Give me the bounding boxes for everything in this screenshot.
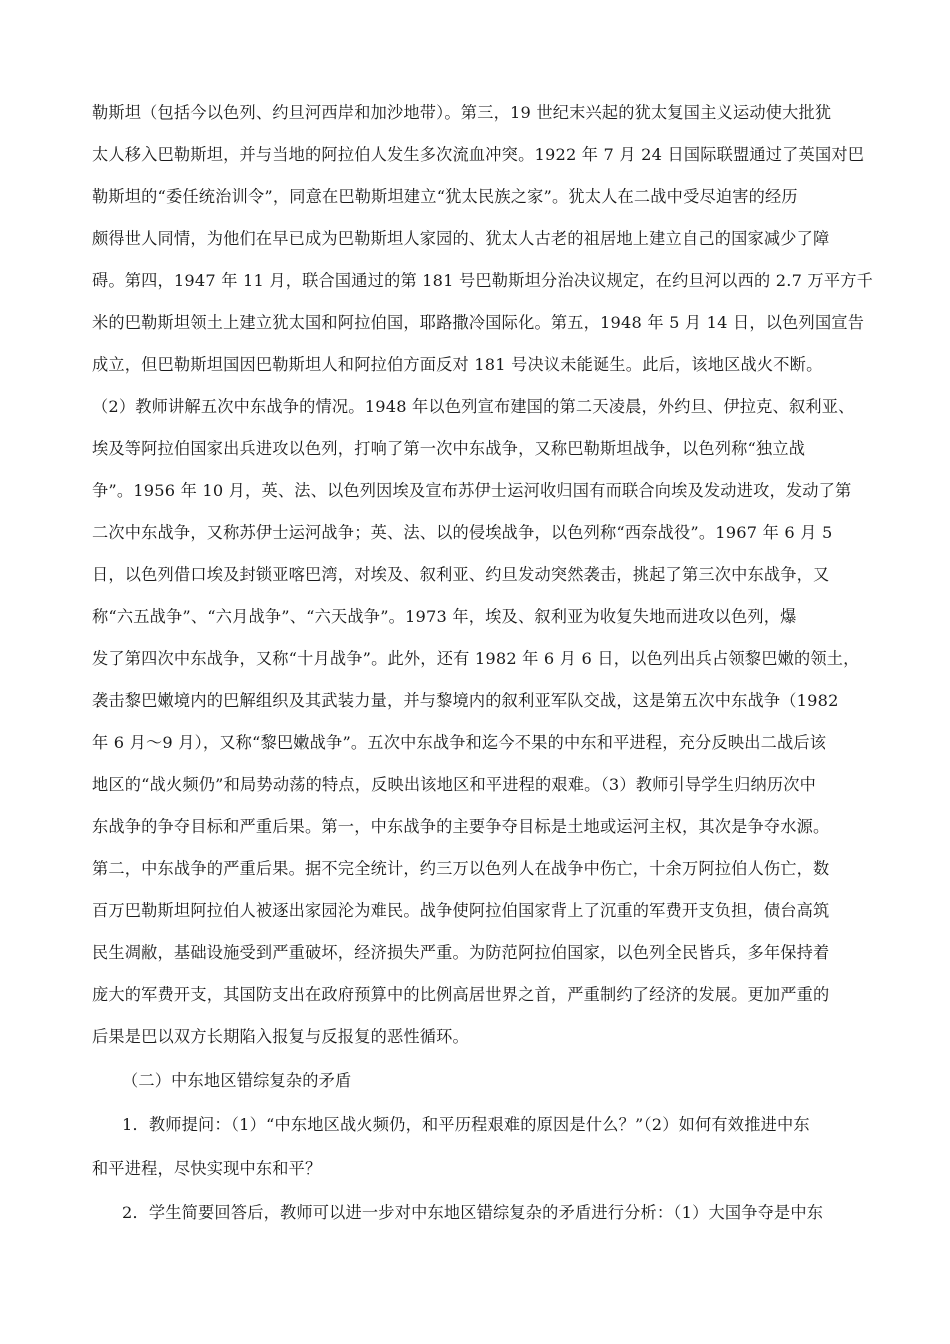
text-line: 碍。第四，1947 年 11 月，联合国通过的第 181 号巴勒斯坦分治决议规定，在约旦河以西的 2.7 万平方千 xyxy=(92,271,873,290)
text-line: 勒斯坦（包括今以色列、约旦河西岸和加沙地带）。第三，19 世纪末兴起的犹太复国主义运动使大批犹 xyxy=(92,103,832,122)
text-line: 勒斯坦的“委任统治训令”，同意在巴勒斯坦建立“犹太民族之家”。犹太人在二战中受尽迫害的经历 xyxy=(92,187,798,206)
text-line: 民生凋敝，基础设施受到严重破坏，经济损失严重。为防范阿拉伯国家，以色列全民皆兵，多年保持着 xyxy=(92,943,830,962)
text-line: 袭击黎巴嫩境内的巴解组织及其武装力量，并与黎境内的叙利亚军队交战，这是第五次中东战争（1982 xyxy=(92,691,839,710)
text-line: 称“六五战争”、“六月战争”、“六天战争”。1973 年，埃及、叙利亚为收复失地而进攻以色列，爆 xyxy=(92,607,797,626)
text-line: （2）教师讲解五次中东战争的情况。1948 年以色列宣布建国的第二天凌晨，外约旦、伊拉克、叙利亚、 xyxy=(92,397,855,416)
text-line: 百万巴勒斯坦阿拉伯人被逐出家园沦为难民。战争使阿拉伯国家背上了沉重的军费开支负担，债台高筑 xyxy=(92,901,830,920)
text-line: 年 6 月～9 月），又称“黎巴嫩战争”。五次中东战争和迄今不果的中东和平进程，充分反映出二战后该 xyxy=(92,733,827,752)
text-line: 地区的“战火频仍”和局势动荡的特点，反映出该地区和平进程的艰难。（3）教师引导学生归纳历次中 xyxy=(92,775,817,794)
text-line: 庞大的军费开支，其国防支出在政府预算中的比例高居世界之首，严重制约了经济的发展。更加严重的 xyxy=(92,985,830,1004)
text-line: 后果是巴以双方长期陷入报复与反报复的恶性循环。 xyxy=(92,1027,469,1046)
text-line: 颇得世人同情，为他们在早已成为巴勒斯坦人家园的、犹太人古老的祖居地上建立自己的国家减少了障 xyxy=(92,229,830,248)
text-line: 2．学生简要回答后，教师可以进一步对中东地区错综复杂的矛盾进行分析：（1）大国争夺是中东 xyxy=(122,1203,824,1222)
text-line: 1．教师提问：（1）“中东地区战火频仍，和平历程艰难的原因是什么？”（2）如何有效推进中东 xyxy=(122,1115,810,1134)
text-line: 和平进程，尽快实现中东和平？ xyxy=(92,1159,322,1178)
text-line: 东战争的争夺目标和严重后果。第一，中东战争的主要争夺目标是土地或运河主权，其次是争夺水源。 xyxy=(92,817,830,836)
text-line: 太人移入巴勒斯坦，并与当地的阿拉伯人发生多次流血冲突。1922 年 7 月 24 日国际联盟通过了英国对巴 xyxy=(92,145,865,164)
text-line: 米的巴勒斯坦领土上建立犹太国和阿拉伯国，耶路撒冷国际化。第五，1948 年 5 月 14 日，以色列国宣告 xyxy=(92,313,865,332)
text-line: 争”。1956 年 10 月，英、法、以色列因埃及宣布苏伊士运河收归国有而联合向埃及发动进攻，发动了第 xyxy=(92,481,852,500)
text-line: 成立，但巴勒斯坦国因巴勒斯坦人和阿拉伯方面反对 181 号决议未能诞生。此后，该地区战火不断。 xyxy=(92,355,823,374)
text-line: 二次中东战争，又称苏伊士运河战争；英、法、以的侵埃战争，以色列称“西奈战役”。1967 年 6 月 5 xyxy=(92,523,833,542)
section-heading: （二）中东地区错综复杂的矛盾 xyxy=(122,1071,352,1090)
text-line: 第二，中东战争的严重后果。据不完全统计，约三万以色列人在战争中伤亡，十余万阿拉伯人伤亡，数 xyxy=(92,859,830,878)
text-line: 发了第四次中东战争，又称“十月战争”。此外，还有 1982 年 6 月 6 日，以色列出兵占领黎巴嫩的领土， xyxy=(92,649,860,668)
text-line: 埃及等阿拉伯国家出兵进攻以色列，打响了第一次中东战争，又称巴勒斯坦战争，以色列称“独立战 xyxy=(92,439,806,458)
text-line: 日，以色列借口埃及封锁亚喀巴湾，对埃及、叙利亚、约旦发动突然袭击，挑起了第三次中东战争，又 xyxy=(92,565,830,584)
